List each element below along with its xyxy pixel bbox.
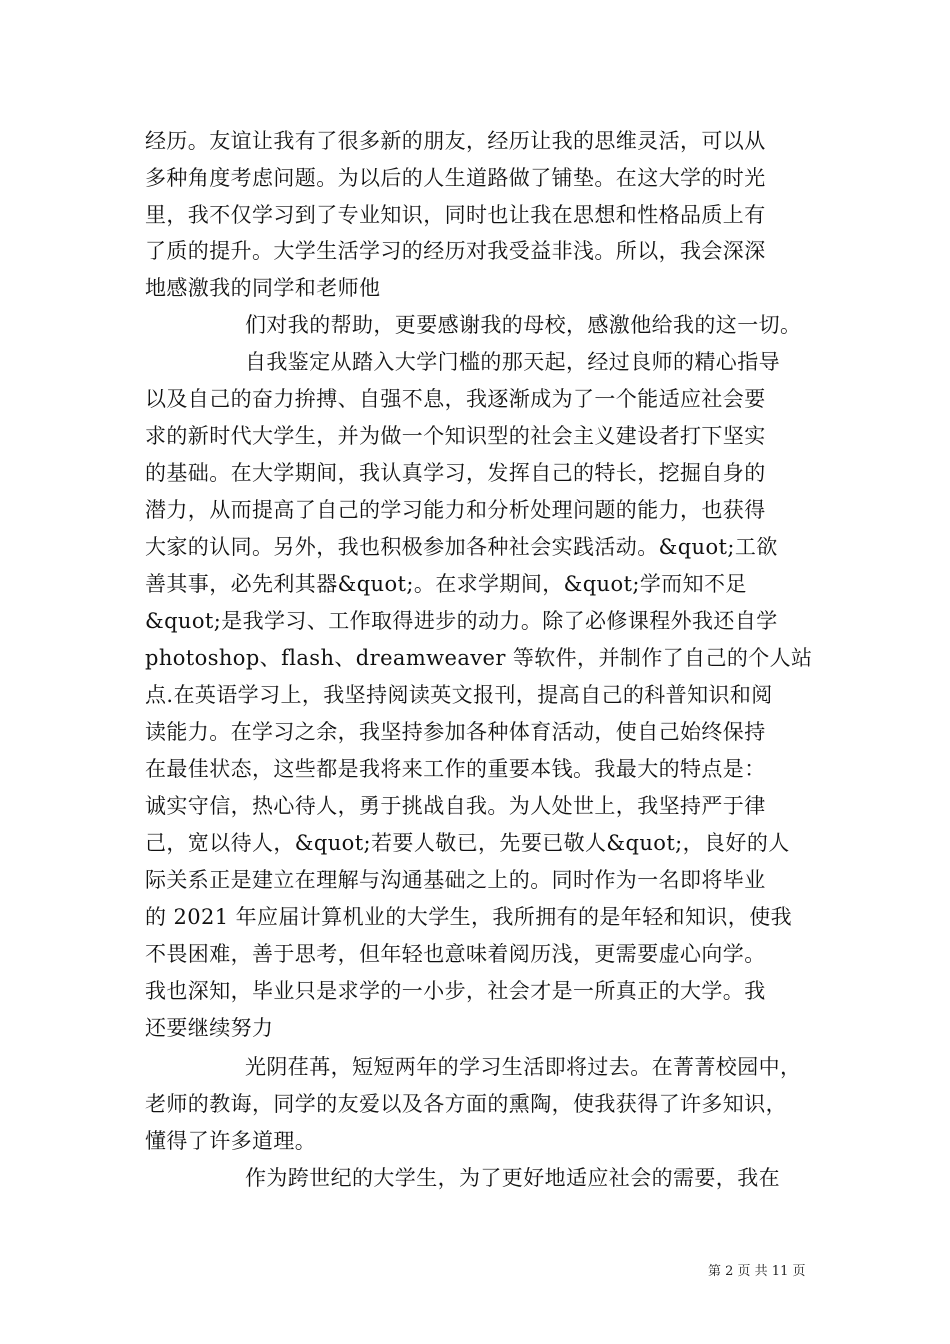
text-line: 求的新时代大学生，并为做一个知识型的社会主义建设者打下坚实 xyxy=(145,424,766,448)
paragraph-start: 自我鉴定从踏入大学门槛的那天起，经过良师的精心指导 xyxy=(245,350,780,374)
text-line: 诚实守信，热心待人，勇于挑战自我。为人处世上，我坚持严于律 xyxy=(145,794,766,818)
text-line: photoshop、flash、dreamweaver 等软件，并制作了自己的个人站 xyxy=(145,646,813,670)
text-line: 点.在英语学习上，我坚持阅读英文报刊，提高自己的科普知识和阅 xyxy=(145,683,773,707)
paragraph-start: 作为跨世纪的大学生，为了更好地适应社会的需要，我在 xyxy=(245,1166,780,1190)
text-line: 老师的教诲，同学的友爱以及各方面的熏陶，使我获得了许多知识， xyxy=(145,1092,787,1116)
text-line: 懂得了许多道理。 xyxy=(145,1129,317,1153)
text-line: 经历。友谊让我有了很多新的朋友，经历让我的思维灵活，可以从 xyxy=(145,129,766,153)
text-line: 的基础。在大学期间，我认真学习，发挥自己的特长，挖掘自身的 xyxy=(145,461,766,485)
text-line: 多种角度考虑问题。为以后的人生道路做了铺垫。在这大学的时光 xyxy=(145,166,766,190)
text-line: 我也深知，毕业只是求学的一小步，社会才是一所真正的大学。我 xyxy=(145,979,766,1003)
page-number-footer: 第 2 页 共 11 页 xyxy=(708,1264,806,1279)
text-line: 在最佳状态，这些都是我将来工作的重要本钱。我最大的特点是： xyxy=(145,757,766,781)
text-line: 善其事，必先利其器&quot;。在求学期间，&quot;学而知不足 xyxy=(145,572,747,596)
paragraph-start: 们对我的帮助，更要感谢我的母校，感激他给我的这一切。 xyxy=(245,313,802,337)
text-line: 了质的提升。大学生活学习的经历对我受益非浅。所以，我会深深 xyxy=(145,239,766,263)
paragraph-start: 光阴荏苒，短短两年的学习生活即将过去。在菁菁校园中， xyxy=(245,1055,802,1079)
text-line: 还要继续努力 xyxy=(145,1016,274,1040)
text-line: 的 2021 年应届计算机业的大学生，我所拥有的是年轻和知识，使我 xyxy=(145,905,792,929)
text-line: 大家的认同。另外，我也积极参加各种社会实践活动。&quot;工欲 xyxy=(145,535,778,559)
text-line: 不畏困难，善于思考，但年轻也意味着阅历浅，更需要虚心向学。 xyxy=(145,942,766,966)
text-line: 际关系正是建立在理解与沟通基础之上的。同时作为一名即将毕业 xyxy=(145,868,766,892)
text-line: &quot;是我学习、工作取得进步的动力。除了必修课程外我还自学 xyxy=(145,609,778,633)
text-line: 潜力，从而提高了自己的学习能力和分析处理问题的能力，也获得 xyxy=(145,498,766,522)
text-line: 地感激我的同学和老师他 xyxy=(145,276,381,300)
text-line: 己，宽以待人，&quot;若要人敬已，先要已敬人&quot;，良好的人 xyxy=(145,831,790,855)
text-line: 读能力。在学习之余，我坚持参加各种体育活动，使自己始终保持 xyxy=(145,720,766,744)
text-line: 里，我不仅学习到了专业知识，同时也让我在思想和性格品质上有 xyxy=(145,203,766,227)
text-line: 以及自己的奋力拚搏、自强不息，我逐渐成为了一个能适应社会要 xyxy=(145,387,766,411)
